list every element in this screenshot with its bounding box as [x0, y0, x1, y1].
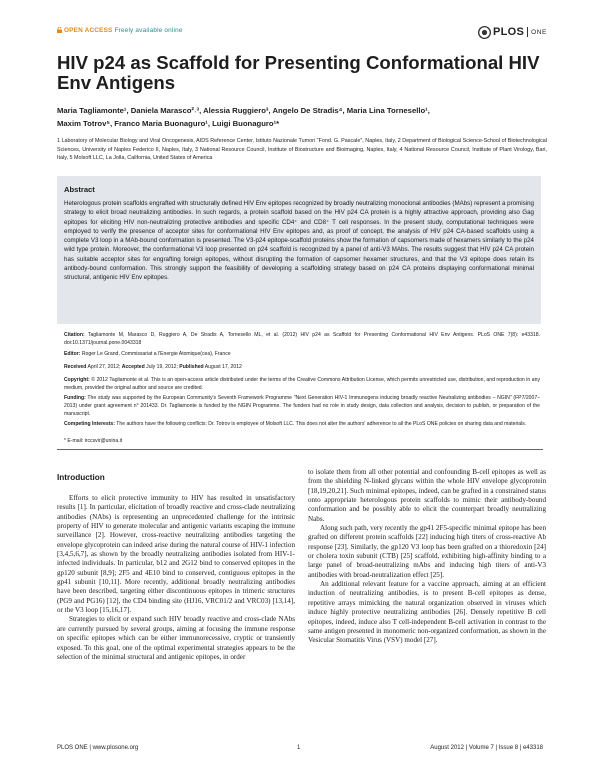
citation-block — [64, 332, 540, 348]
plos-logo-icon — [478, 26, 491, 39]
email-label: * E-mail: — [64, 438, 84, 444]
open-access-banner[interactable] — [57, 27, 183, 34]
page-number: 1 — [297, 745, 301, 751]
intro-paragraph-4: Along such path, very recently the gp41 2F5-specific minimal epitope has been grafted on different protein scaffolds [22] inducing high titers of cross-reactive Ab response [23]. Similarly, the gp120 V3 loop has been grafted on a thioredoxin [24] or cholera toxin subunit (CTB) [25] scaffold, exhibiting high-affinity binding to a large panel of broad-neutralizing mAbs and inducing high titers of anti-V3 antibodies with broad-neutralization effect [25]. — [308, 524, 546, 579]
abstract-text: Heterologous protein scaffolds engrafted with structurally defined HIV Env epitopes recognized by broadly neutralizing monoclonal antibodies (MAbs) represent a promising strategy to elicit broad neutralizing antibodies. In such regards, a protein scaffold based on the HIV p24 CA protein is a highly attractive approach, providing also Gag epitopes for eliciting HIV non-neutralizing protective antibodies and specific CD4⁺ and CD8⁺ T cell responses. In the present study, computational techniques were employed to verify the presence of acceptor sites for conformational HIV Env epitopes and, as proof of concept, the analysis of HIV p24 CA-based scaffolds using a complete V3 loop in a MAb-bound conformation is presented. The V3-p24 epitope-scaffold proteins show the formation of capsomers made of hexamers similarly to the p24 wild type protein. Moreover, the conformational V3 loop presented on p24 scaffold is recognized by a panel of anti-V3 MAbs. The results suggest that HIV p24 CA protein has suitable acceptor sites for engrafting foreign epitopes, without disrupting the formation of capsomer hexamer structures, and that the V3 epitope does retain its antibody-bound conformation. This strongly support the feasibility of developing a scaffolding strategy based on p24 CA proteins displaying conformational minimal structural, antigenic HIV Env epitopes. — [64, 200, 534, 282]
citation-label: Citation: — [64, 332, 85, 338]
published-label: Published — [179, 364, 204, 370]
abstract-heading: Abstract — [64, 185, 95, 194]
copyright-block — [64, 377, 540, 393]
footer-journal-url[interactable]: PLOS ONE | www.plosone.org — [57, 745, 139, 751]
funding-text: The study was supported by the European Community's Seventh Framework Programme "Next Generation HIV-1 Immunogens inducing broadly reactive Neutralizing antibodies – NGIN" (FP7/2007–2013) under grant agreement n° 201433. Dr. Tagliamonte is funded by the NGIN Programme. The funders had no role in study design, data collection and analysis, decision to publish, or preparation of the manuscript. — [64, 395, 540, 417]
published-date: August 17, 2012 — [204, 364, 242, 370]
intro-paragraph-2: Strategies to elicit or expand such HIV broadly reactive and cross-clade NAbs are currently pursued by several groups, aiming at focusing the immune response on specific epitopes which can be either immunorecessive, cryptic or transiently exposed. To this goal, one of the optimal experimental strategies appears to be the selection of the minimal structural and antigenic epitopes, in order — [57, 615, 295, 661]
access-label: ACCESS — [84, 27, 113, 34]
email-link[interactable]: irccsvir@unina.it — [84, 438, 123, 444]
abstract-box — [57, 176, 541, 324]
received-label: Received — [64, 364, 87, 370]
received-date: April 27, 2012; — [87, 364, 121, 370]
author-line-1: Maria Tagliamonte¹, Daniela Marasco²˒³, Alessia Ruggiero³, Angelo De Stradis⁴, Maria Lina Tornesello¹, — [57, 106, 430, 115]
author-line-2: Maxim Totrov⁵, Franco Maria Buonaguro¹, Luigi Buonaguro¹* — [57, 119, 280, 129]
editor-label: Editor: — [64, 351, 81, 357]
intro-paragraph-3: to isolate them from all other potential and confounding B-cell epitopes as well as from the shielding N-linked glycans within the whole HIV envelope glycoprotein [18,19,20,21]. Such minimal epitopes, indeed, can be grafted in a constrained status onto appropriate heterologous protein scaffolds to mimic their antibody-bound conformation and be possibly able to elicit the counterpart broadly neutralizing Nabs. — [308, 468, 546, 523]
email-block — [64, 438, 540, 446]
accepted-date: July 19, 2012; — [146, 364, 178, 370]
journal-header — [57, 25, 547, 41]
body-right-column — [308, 468, 546, 646]
logo-divider — [527, 27, 528, 37]
citation-text: Tagliamonte M, Marasco D, Ruggiero A, De Stradis A, Tornesello ML, et al. (2012) HIV p24 as Scaffold for Presenting Conformational HIV Env Antigens. PLoS ONE 7(8): e43318. doi:10.1371/journal.pone.0043318 — [64, 332, 540, 346]
accepted-label: Accepted — [121, 364, 145, 370]
open-label: OPEN — [64, 27, 83, 34]
journal-name: PLOS — [492, 26, 525, 38]
plos-one-logo[interactable] — [478, 25, 547, 39]
dates-block — [64, 364, 540, 372]
copyright-text: © 2012 Tagliamonte et al. This is an open-access article distributed under the terms of the Creative Commons Attribution License, which permits unrestricted use, distribution, and reproduction in any medium, provided the original author and source are credited. — [64, 377, 540, 391]
funding-block — [64, 395, 540, 418]
intro-paragraph-5: An additional relevant feature for a vaccine approach, aiming at an efficient induction of neutralizing antibodies, is to present B-cell epitopes as dense, repetitive arrays mimicking the natural organization observed in viruses which induce highly protective neutralizing antibodies [26]. Densely repetitive B cell epitopes, indeed, induce also T cell-independent B-cell activation in contrast to the same antigen presented in monomeric non-organized conformation, as shown in the Vesicular Stomatitis Virus (VSV) model [27]. — [308, 580, 546, 645]
copyright-label: Copyright: — [64, 377, 90, 383]
intro-paragraph-1: Efforts to elicit protective immunity to HIV has resulted in unsatisfactory results [1]. In particular, elicitation of broadly reactive and cross-clade neutralizing antibodies (NAbs) is representing an unprecedented challenge for the intrinsic property of HIV to generate molecular and antigenic variants escaping the immune surveillance [2]. However, cross-reactive neutralizing antibodies targeting the envelope glycoprotein can indeed arise during the natural course of HIV-1 infection [3,4,5,6,7], as shown by the broadly neutralizing antibodies isolated from HIV-1-infected individuals. In particular, b12 and 2G12 bind to conserved epitopes in the gp120 subunit [8,9]; 2F5 and 4E10 bind to conserved, contiguous epitopes in the gp41 subunit [10,11]. More recently, additional broadly neutralizing antibodies have been described, targeting either discontinuous epitopes in trimeric structures (PG9 and PG16) [12], the CD4 binding site (HJ16, VRC01/2 and VRC03) [13,14], or the V3 loop [15,16,17]. — [57, 494, 295, 615]
open-lock-icon — [57, 27, 62, 33]
footer-issue-info: August 2012 | Volume 7 | Issue 8 | e43318 — [430, 745, 543, 751]
competing-text: The authors have the following conflicts: Dr. Totrov is employee of Molsoft LLC. This does not alter the authors' adherence to all the PLoS ONE policies on sharing data and materials. — [116, 421, 527, 427]
competing-label: Competing Interests: — [64, 421, 115, 427]
introduction-heading: Introduction — [57, 473, 105, 482]
affiliations: 1 Laboratory of Molecular Biology and Viral Oncogenesis, AIDS Reference Center, Istituto Nazionale Tumori "Fond. G. Pascale", Naples, Italy, 2 Department of Biological Science-School of Biotechnological Sciences, University of Naples Federico II, Naples, Italy, 3 National Resource Council, Institute of Biostructure and Bioimaging, Naples, Italy, 4 National Resource Council, Institute of Plant Virology, Bari, Italy, 5 Molsoft LLC, La Jolla, California, United States of America — [57, 138, 547, 162]
section-divider — [57, 449, 543, 450]
competing-interests-block — [64, 421, 540, 429]
free-available-label: Freely available online — [114, 27, 183, 34]
editor-block — [64, 351, 540, 359]
article-title: HIV p24 as Scaffold for Presenting Conformational HIV Env Antigens — [57, 52, 540, 93]
funding-label: Funding: — [64, 395, 86, 401]
editor-text: Roger Le Grand, Commissariat a l'Energie Atomique(cea), France — [81, 351, 231, 357]
author-list — [57, 104, 547, 131]
body-left-column — [57, 452, 295, 662]
page-footer — [57, 745, 543, 757]
journal-sub: ONE — [531, 28, 547, 36]
